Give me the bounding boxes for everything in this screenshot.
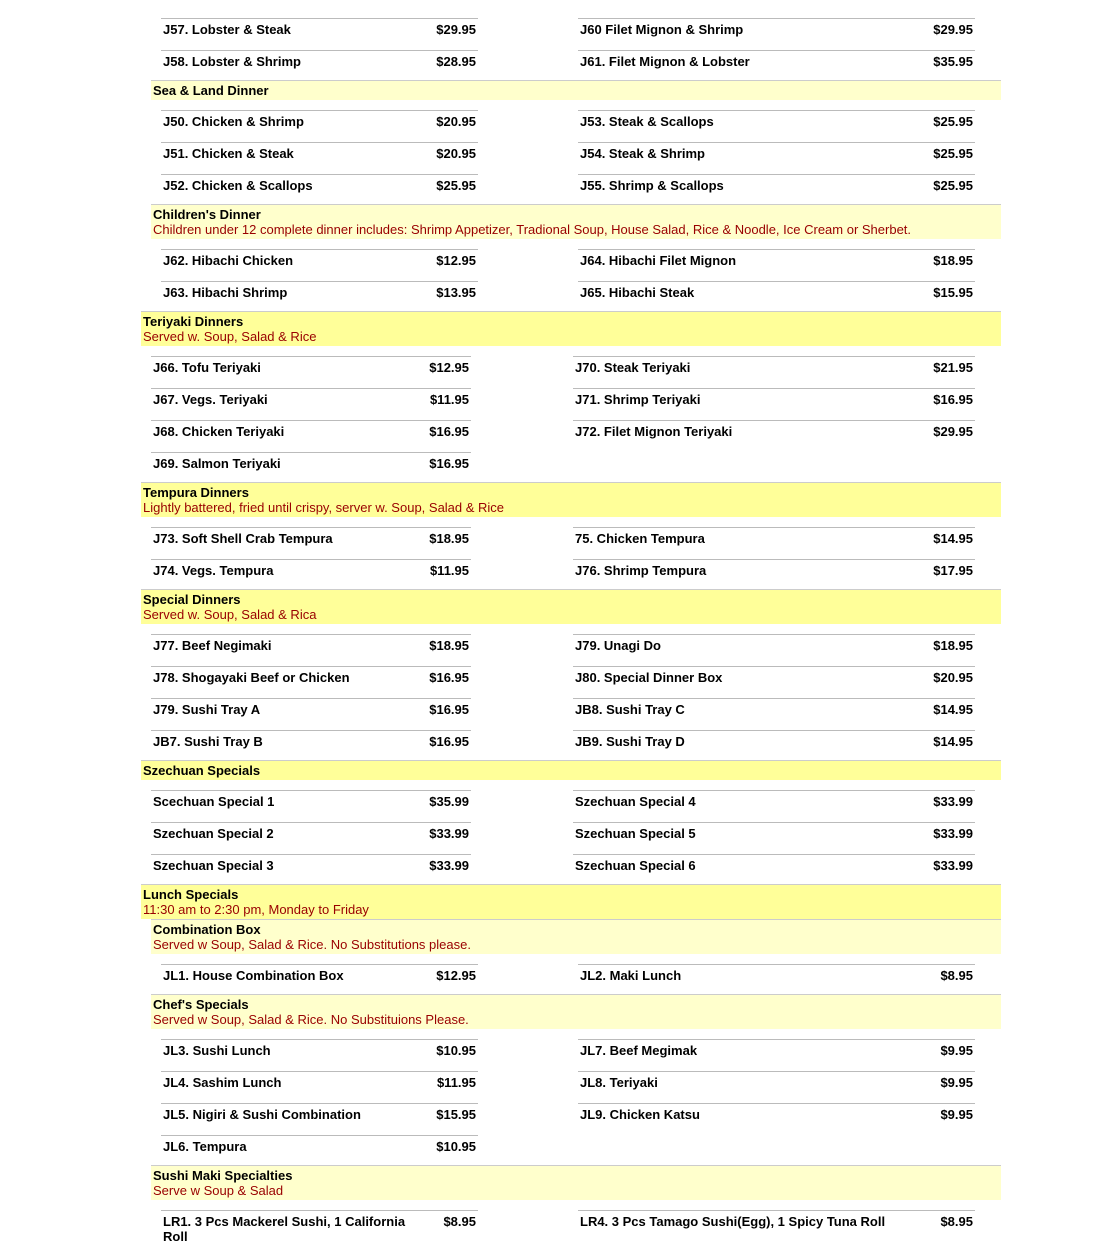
menu-item bbox=[578, 964, 975, 996]
menu-item bbox=[161, 50, 478, 82]
item-name: J77. Beef Negimaki bbox=[153, 638, 272, 653]
item-price: $20.95 bbox=[436, 146, 476, 161]
item-price: $29.95 bbox=[933, 22, 973, 37]
item-price: $11.95 bbox=[429, 392, 469, 407]
section-description: Served w. Soup, Salad & Rice bbox=[143, 329, 317, 344]
item-name: J71. Shrimp Teriyaki bbox=[575, 392, 701, 407]
section-title: Lunch Specials bbox=[143, 887, 239, 902]
item-name: J80. Special Dinner Box bbox=[575, 670, 723, 685]
section-description: Children under 12 complete dinner includes: Shrimp Appetizer, Tradional Soup, House Salad, Rice & Noodle, Ice Cream or Sherbet. bbox=[153, 222, 912, 237]
item-price: $9.95 bbox=[940, 1107, 973, 1122]
item-price: $25.95 bbox=[933, 114, 973, 129]
item-price: $16.95 bbox=[429, 424, 469, 439]
item-name: Szechuan Special 4 bbox=[575, 794, 696, 809]
menu-item bbox=[573, 388, 975, 420]
item-name: J66. Tofu Teriyaki bbox=[153, 360, 261, 375]
item-name: J62. Hibachi Chicken bbox=[163, 253, 294, 268]
menu-item bbox=[161, 964, 478, 996]
item-name: J55. Shrimp & Scallops bbox=[580, 178, 724, 193]
section-title: Combination Box bbox=[153, 922, 261, 937]
section-title: Tempura Dinners bbox=[143, 485, 249, 500]
item-name: JL3. Sushi Lunch bbox=[163, 1043, 271, 1058]
item-price: $33.99 bbox=[933, 794, 973, 809]
item-name: J68. Chicken Teriyaki bbox=[153, 424, 285, 439]
menu-item bbox=[573, 854, 975, 886]
item-name: JB9. Sushi Tray D bbox=[575, 734, 685, 749]
item-price: $25.95 bbox=[933, 146, 973, 161]
item-name: J79. Unagi Do bbox=[575, 638, 661, 653]
menu-item bbox=[161, 18, 478, 50]
menu-item bbox=[578, 110, 975, 142]
menu-item bbox=[151, 559, 471, 591]
item-name: JL9. Chicken Katsu bbox=[580, 1107, 700, 1122]
menu-item bbox=[573, 420, 975, 452]
item-name: J73. Soft Shell Crab Tempura bbox=[153, 531, 333, 546]
item-price: $33.99 bbox=[933, 858, 973, 873]
menu-item bbox=[578, 281, 975, 313]
item-price: $18.95 bbox=[933, 638, 973, 653]
menu-item bbox=[578, 50, 975, 82]
section-header bbox=[141, 311, 1001, 346]
item-price: $17.95 bbox=[933, 563, 973, 578]
item-name: J60 Filet Mignon & Shrimp bbox=[580, 22, 744, 37]
section-header bbox=[141, 482, 1001, 517]
item-price: $10.95 bbox=[436, 1043, 476, 1058]
item-price: $21.95 bbox=[933, 360, 973, 375]
menu-item bbox=[578, 1210, 975, 1242]
item-name: JL2. Maki Lunch bbox=[580, 968, 682, 983]
item-price: $8.95 bbox=[443, 1214, 476, 1229]
item-price: $15.95 bbox=[933, 285, 973, 300]
item-price: $35.99 bbox=[429, 794, 469, 809]
item-price: $16.95 bbox=[429, 734, 469, 749]
menu-item bbox=[161, 110, 478, 142]
item-price: $25.95 bbox=[436, 178, 476, 193]
item-price: $33.99 bbox=[933, 826, 973, 841]
item-name: Szechuan Special 2 bbox=[153, 826, 274, 841]
item-price: $8.95 bbox=[940, 1214, 973, 1229]
item-price: $15.95 bbox=[436, 1107, 476, 1122]
menu-item bbox=[573, 527, 975, 559]
item-name: Szechuan Special 5 bbox=[575, 826, 696, 841]
item-name: J58. Lobster & Shrimp bbox=[163, 54, 301, 69]
item-price: $29.95 bbox=[436, 22, 476, 37]
section-title: Special Dinners bbox=[143, 592, 241, 607]
item-name: J57. Lobster & Steak bbox=[163, 22, 291, 37]
item-price: $33.99 bbox=[429, 826, 469, 841]
menu-item bbox=[151, 854, 471, 886]
menu-item bbox=[161, 1210, 478, 1242]
section-header bbox=[151, 80, 1001, 100]
menu-item bbox=[573, 822, 975, 854]
menu-item bbox=[573, 790, 975, 822]
section-title: Sushi Maki Specialties bbox=[153, 1168, 293, 1183]
menu-item bbox=[151, 666, 471, 698]
menu-item bbox=[151, 698, 471, 730]
menu-item bbox=[573, 698, 975, 730]
item-name: J51. Chicken & Steak bbox=[163, 146, 294, 161]
section-header bbox=[141, 589, 1001, 624]
menu-item bbox=[161, 1135, 478, 1167]
item-price: $28.95 bbox=[436, 54, 476, 69]
menu-item bbox=[161, 142, 478, 174]
item-price: $14.95 bbox=[933, 702, 973, 717]
menu-item bbox=[161, 1039, 478, 1071]
item-price: $11.95 bbox=[429, 563, 469, 578]
menu-item bbox=[161, 1071, 478, 1103]
item-name: 75. Chicken Tempura bbox=[575, 531, 705, 546]
item-price: $14.95 bbox=[933, 734, 973, 749]
item-price: $16.95 bbox=[429, 456, 469, 471]
menu-item bbox=[161, 174, 478, 206]
menu-item bbox=[578, 1071, 975, 1103]
menu-item bbox=[573, 356, 975, 388]
item-name: J72. Filet Mignon Teriyaki bbox=[575, 424, 733, 439]
item-name: J52. Chicken & Scallops bbox=[163, 178, 313, 193]
item-price: $16.95 bbox=[933, 392, 973, 407]
item-name: J65. Hibachi Steak bbox=[580, 285, 695, 300]
item-price: $35.95 bbox=[933, 54, 973, 69]
item-name: Scechuan Special 1 bbox=[153, 794, 275, 809]
menu-item bbox=[151, 420, 471, 452]
menu-item bbox=[151, 730, 471, 762]
menu-item bbox=[161, 281, 478, 313]
section-title: Chef's Specials bbox=[153, 997, 249, 1012]
item-price: $16.95 bbox=[429, 670, 469, 685]
menu-item bbox=[151, 790, 471, 822]
item-price: $16.95 bbox=[429, 702, 469, 717]
item-name: LR4. 3 Pcs Tamago Sushi(Egg), 1 Spicy Tuna Roll bbox=[580, 1214, 886, 1229]
item-price: $12.95 bbox=[436, 253, 476, 268]
section-header bbox=[151, 994, 1001, 1029]
item-price: $11.95 bbox=[436, 1075, 476, 1090]
section-header bbox=[141, 884, 1001, 919]
item-price: $8.95 bbox=[940, 968, 973, 983]
menu-item bbox=[161, 1103, 478, 1135]
item-price: $14.95 bbox=[933, 531, 973, 546]
section-description: Served w Soup, Salad & Rice. No Substituions Please. bbox=[153, 1012, 469, 1027]
item-name: J64. Hibachi Filet Mignon bbox=[580, 253, 737, 268]
menu-item bbox=[151, 388, 471, 420]
item-name: J76. Shrimp Tempura bbox=[575, 563, 707, 578]
menu-item bbox=[151, 527, 471, 559]
menu-item bbox=[161, 249, 478, 281]
section-header bbox=[151, 204, 1001, 239]
section-description: Served w Soup, Salad & Rice. No Substitutions please. bbox=[153, 937, 471, 952]
section-header bbox=[151, 1165, 1001, 1200]
item-name: J61. Filet Mignon & Lobster bbox=[580, 54, 750, 69]
item-name: JL5. Nigiri & Sushi Combination bbox=[163, 1107, 361, 1122]
item-price: $12.95 bbox=[436, 968, 476, 983]
section-description: 11:30 am to 2:30 pm, Monday to Friday bbox=[143, 902, 369, 917]
menu-item bbox=[151, 822, 471, 854]
item-name: LR1. 3 Pcs Mackerel Sushi, 1 California Roll bbox=[163, 1214, 406, 1244]
item-name: JL4. Sashim Lunch bbox=[163, 1075, 282, 1090]
menu-item bbox=[578, 1039, 975, 1071]
item-name: JL7. Beef Megimak bbox=[580, 1043, 698, 1058]
item-price: $25.95 bbox=[933, 178, 973, 193]
item-name: J79. Sushi Tray A bbox=[153, 702, 261, 717]
menu-item bbox=[151, 452, 471, 484]
section-header bbox=[151, 919, 1001, 954]
menu-item bbox=[573, 634, 975, 666]
menu-item bbox=[573, 666, 975, 698]
item-name: J50. Chicken & Shrimp bbox=[163, 114, 304, 129]
menu-item bbox=[578, 18, 975, 50]
item-price: $10.95 bbox=[436, 1139, 476, 1154]
section-title: Sea & Land Dinner bbox=[153, 83, 269, 98]
item-name: JL1. House Combination Box bbox=[163, 968, 344, 983]
section-description: Served w. Soup, Salad & Rica bbox=[143, 607, 317, 622]
section-description: Serve w Soup & Salad bbox=[153, 1183, 284, 1198]
item-price: $18.95 bbox=[429, 638, 469, 653]
item-price: $9.95 bbox=[940, 1075, 973, 1090]
item-name: J69. Salmon Teriyaki bbox=[153, 456, 281, 471]
item-name: J70. Steak Teriyaki bbox=[575, 360, 691, 375]
item-price: $12.95 bbox=[429, 360, 469, 375]
item-name: J78. Shogayaki Beef or Chicken bbox=[153, 670, 350, 685]
menu-item bbox=[573, 730, 975, 762]
menu-item bbox=[151, 356, 471, 388]
item-name: JB8. Sushi Tray C bbox=[575, 702, 685, 717]
section-description: Lightly battered, fried until crispy, server w. Soup, Salad & Rice bbox=[143, 500, 505, 515]
item-name: J67. Vegs. Teriyaki bbox=[153, 392, 268, 407]
section-header bbox=[141, 760, 1001, 780]
item-name: J54. Steak & Shrimp bbox=[580, 146, 705, 161]
section-title: Teriyaki Dinners bbox=[143, 314, 244, 329]
menu-item bbox=[578, 142, 975, 174]
menu-item bbox=[573, 559, 975, 591]
section-title: Children's Dinner bbox=[153, 207, 261, 222]
menu-item bbox=[578, 174, 975, 206]
item-price: $20.95 bbox=[436, 114, 476, 129]
item-name: J63. Hibachi Shrimp bbox=[163, 285, 288, 300]
item-price: $9.95 bbox=[940, 1043, 973, 1058]
item-price: $13.95 bbox=[436, 285, 476, 300]
item-name: Szechuan Special 6 bbox=[575, 858, 696, 873]
item-name: J74. Vegs. Tempura bbox=[153, 563, 274, 578]
item-name: JL6. Tempura bbox=[163, 1139, 247, 1154]
menu-item bbox=[578, 249, 975, 281]
item-price: $33.99 bbox=[429, 858, 469, 873]
item-name: J53. Steak & Scallops bbox=[580, 114, 714, 129]
item-name: JL8. Teriyaki bbox=[580, 1075, 658, 1090]
item-price: $20.95 bbox=[933, 670, 973, 685]
item-name: JB7. Sushi Tray B bbox=[153, 734, 263, 749]
section-title: Szechuan Specials bbox=[143, 763, 261, 778]
item-price: $29.95 bbox=[933, 424, 973, 439]
item-price: $18.95 bbox=[933, 253, 973, 268]
item-price: $18.95 bbox=[429, 531, 469, 546]
item-name: Szechuan Special 3 bbox=[153, 858, 274, 873]
menu-item bbox=[151, 634, 471, 666]
menu-item bbox=[578, 1103, 975, 1135]
